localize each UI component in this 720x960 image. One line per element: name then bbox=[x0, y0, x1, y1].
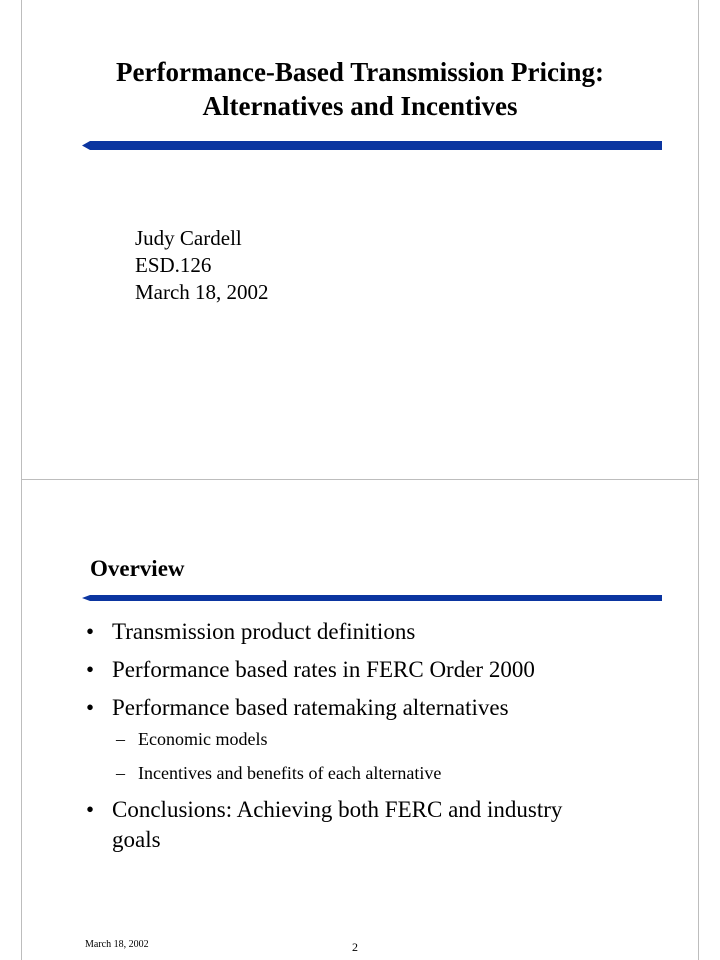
bullet-text: Performance based ratemaking alternatives bbox=[112, 695, 509, 720]
bullet-text: Performance based rates in FERC Order 2000 bbox=[112, 657, 535, 682]
slide-overview bbox=[22, 480, 698, 960]
bullet-marker: • bbox=[86, 695, 95, 720]
overview-accent-bar bbox=[82, 595, 662, 601]
slide-title-page bbox=[22, 0, 698, 479]
list-item bbox=[86, 795, 582, 855]
footer-date: March 18, 2002 bbox=[85, 939, 149, 950]
page-frame-right bbox=[698, 0, 699, 960]
sub-bullet-text: Economic models bbox=[138, 729, 268, 749]
sub-bullet-marker: – bbox=[116, 729, 125, 749]
list-item bbox=[86, 761, 646, 785]
author-block bbox=[135, 225, 269, 306]
title-accent-bar bbox=[82, 141, 662, 150]
page-number: 2 bbox=[352, 940, 358, 954]
list-item bbox=[86, 693, 646, 723]
presentation-title bbox=[22, 55, 698, 123]
bullet-text: Conclusions: Achieving both FERC and industry goals bbox=[112, 797, 563, 852]
title-line-2: Alternatives and Incentives bbox=[202, 91, 518, 121]
title-line-1: Performance-Based Transmission Pricing: bbox=[116, 57, 604, 87]
sub-bullet-text: Incentives and benefits of each alternative bbox=[138, 763, 442, 783]
overview-title: Overview bbox=[90, 556, 185, 581]
list-item bbox=[86, 617, 646, 647]
course-number: ESD.126 bbox=[135, 253, 212, 277]
bullet-marker: • bbox=[86, 657, 95, 682]
bullet-marker: • bbox=[86, 619, 95, 644]
sub-bullet-marker: – bbox=[116, 763, 125, 783]
presentation-date: March 18, 2002 bbox=[135, 280, 269, 304]
list-item bbox=[86, 655, 646, 685]
overview-bullet-list bbox=[86, 617, 646, 863]
bullet-marker: • bbox=[86, 797, 95, 822]
bullet-text: Transmission product definitions bbox=[112, 619, 416, 644]
author-name: Judy Cardell bbox=[135, 226, 242, 250]
list-item bbox=[86, 727, 646, 751]
